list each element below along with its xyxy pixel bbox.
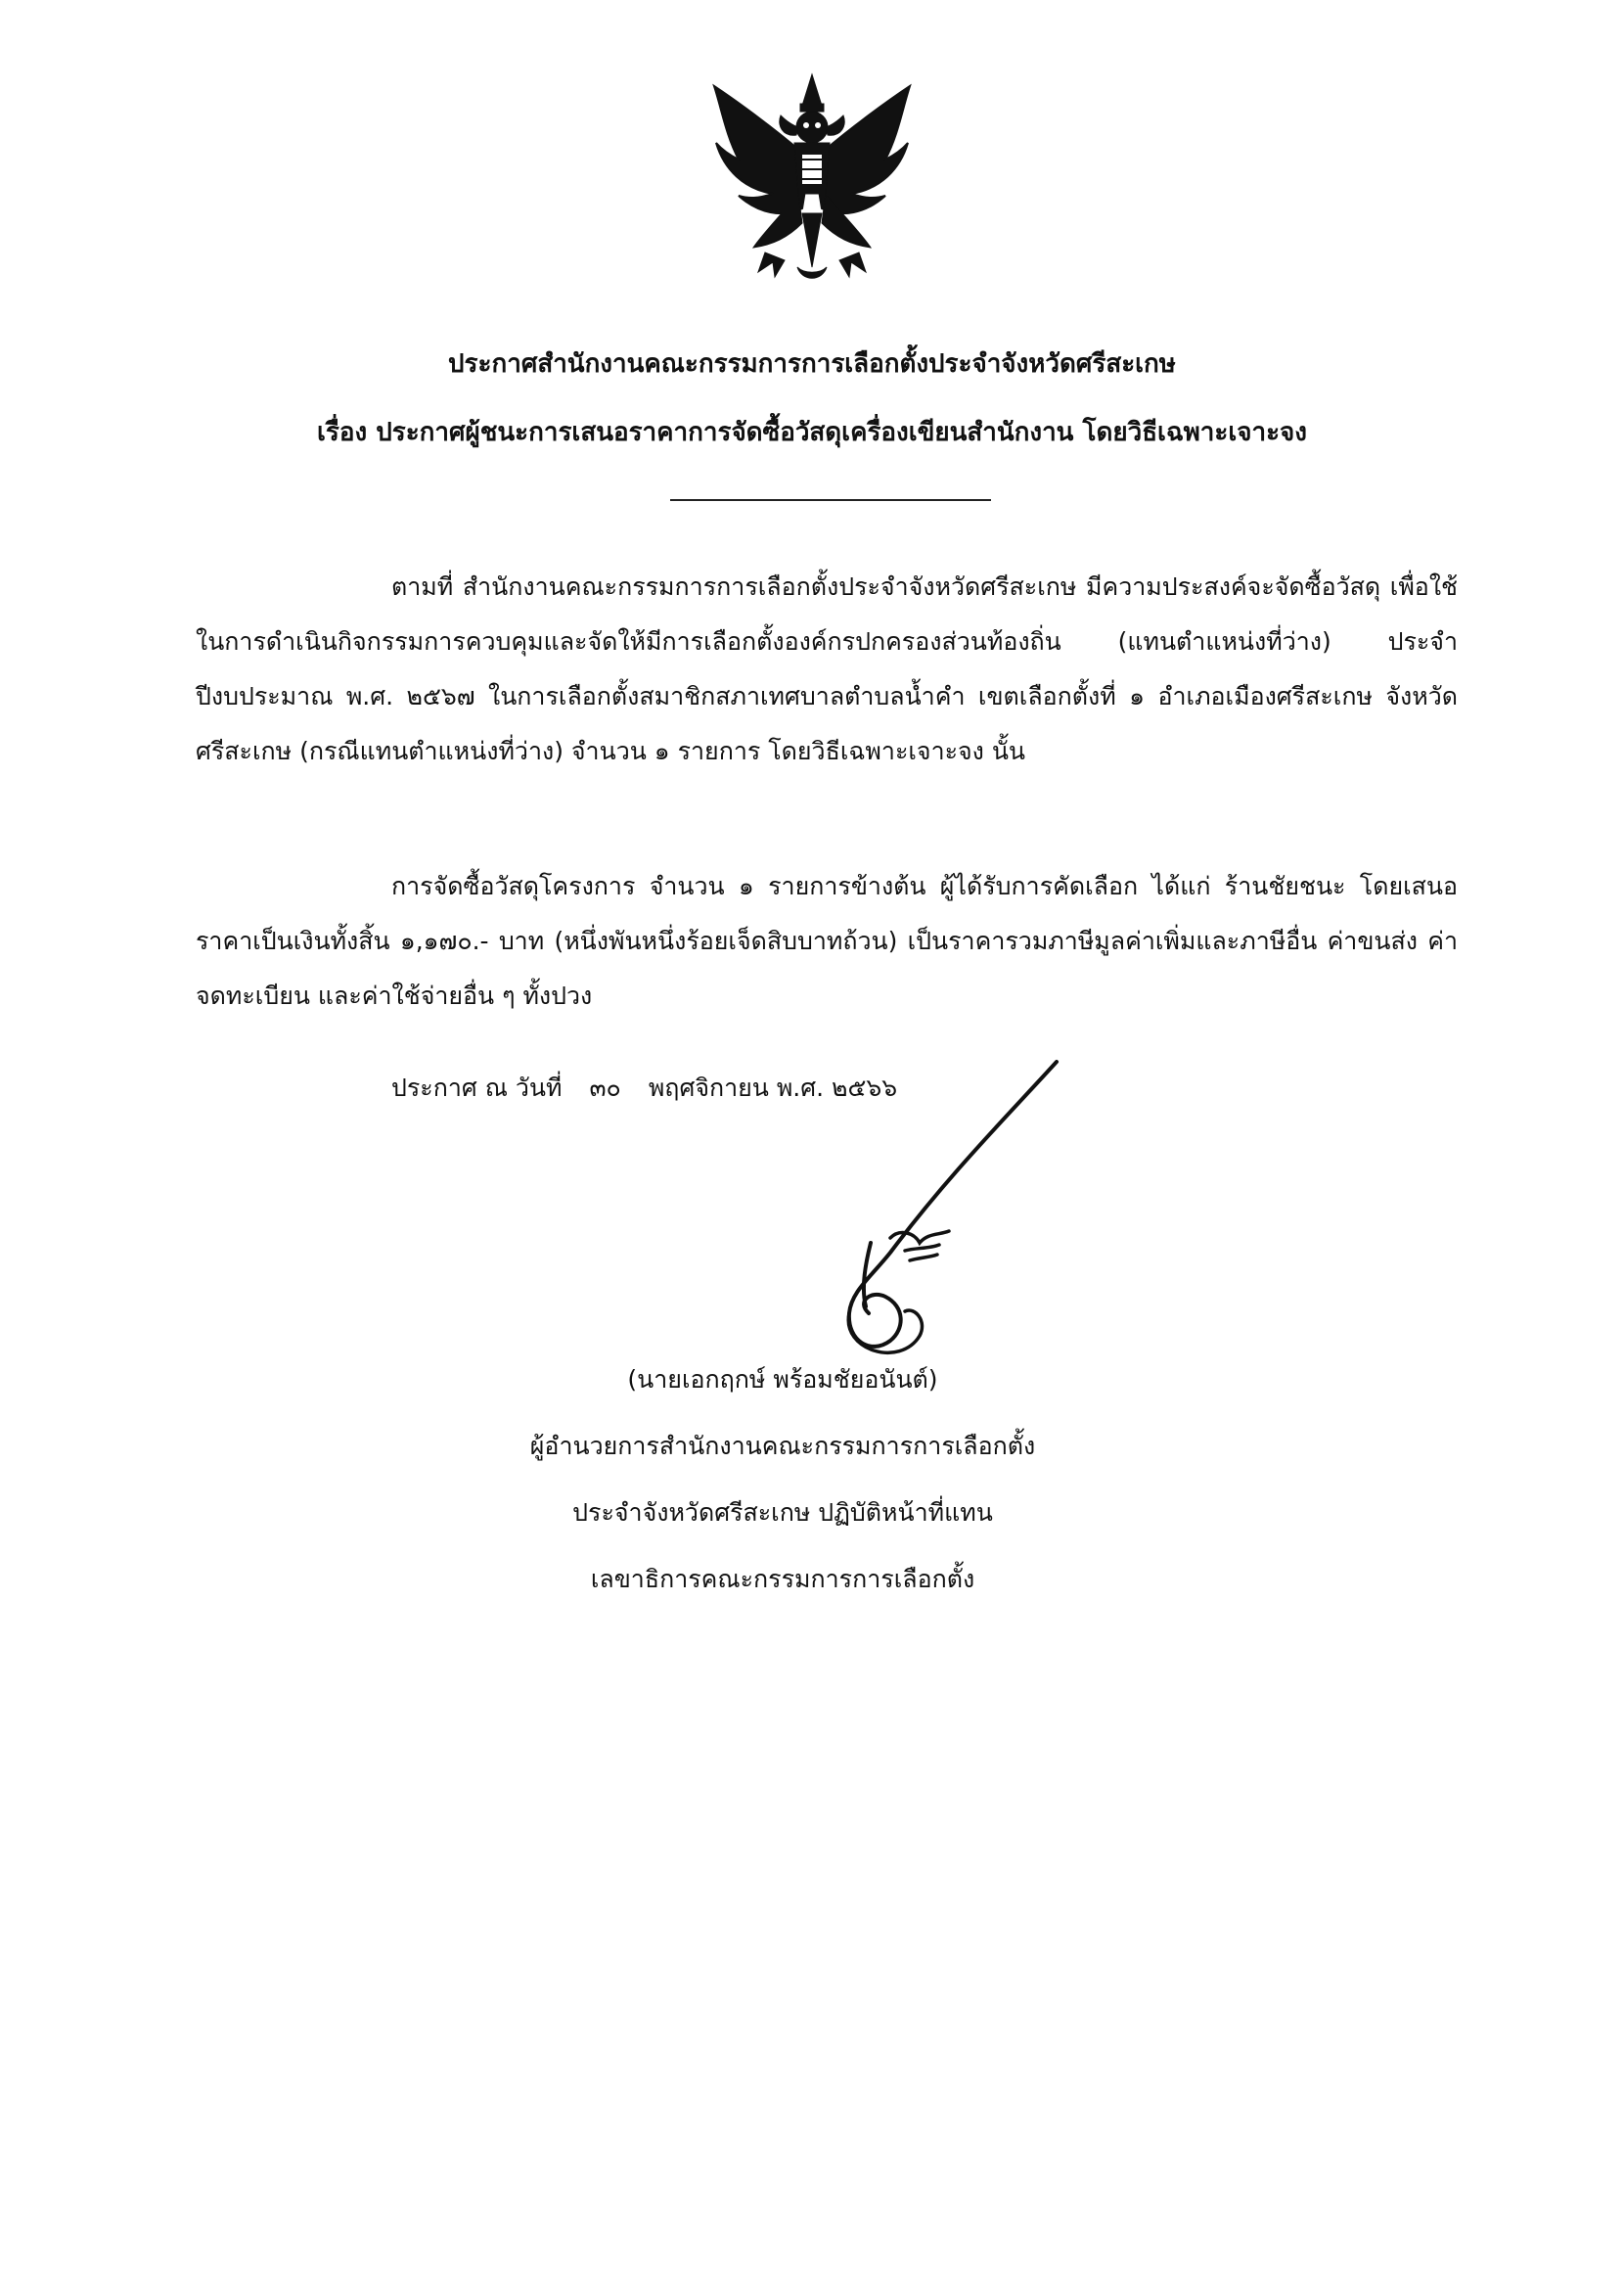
document-subject: เรื่อง ประกาศผู้ชนะการเสนอราคาการจัดซื้อวัสดุเครื่องเขียนสำนักงาน โดยวิธีเฉพาะเจาะจง bbox=[317, 418, 1307, 447]
date-prefix: ประกาศ ณ วันที่ bbox=[391, 1074, 563, 1102]
garuda-emblem-icon bbox=[704, 67, 920, 301]
date-month-year: พฤศจิกายน พ.ศ. ๒๕๖๖ bbox=[648, 1074, 898, 1102]
paragraph-text: ตามที่ สำนักงานคณะกรรมการการเลือกตั้งประจำจังหวัดศรีสะเกษ มีความประสงค์จะจัดซื้อวัสดุ เพื่อใช้ในการดำเนินกิจกรรมการควบคุมและจัดให้มีการเลือกตั้งองค์กรปกครองส่วนท้องถิ่น (แทนตำแหน่งที่ว่าง) ประจำปีงบประมาณ พ.ศ. ๒๕๖๗ ในการเลือกตั้งสมาชิกสภาเทศบาลตำบลน้ำคำ เขตเลือกตั้งที่ ๑ อำเภอเมืองศรีสะเกษ จังหวัดศรีสะเกษ (กรณีแทนตำแหน่งที่ว่าง) จำนวน ๑ รายการ โดยวิธีเฉพาะเจาะจง นั้น bbox=[196, 572, 1458, 765]
body-paragraph-2 bbox=[196, 859, 1458, 1024]
paragraph-text: การจัดซื้อวัสดุโครงการ จำนวน ๑ รายการข้างต้น ผู้ได้รับการคัดเลือก ได้แก่ ร้านชัยชนะ โดยเสนอราคาเป็นเงินทั้งสิ้น ๑,๑๗๐.- บาท (หนึ่งพันหนึ่งร้อยเจ็ดสิบบาทถ้วน) เป็นราคารวมภาษีมูลค่าเพิ่มและภาษีอื่น ค่าขนส่ง ค่าจดทะเบียน และค่าใช้จ่ายอื่น ๆ ทั้งปวง bbox=[196, 872, 1458, 1010]
signer-name: (นายเอกฤกษ์ พร้อมชัยอนันต์) bbox=[627, 1365, 938, 1394]
signer-position-line-1: ผู้อำนวยการสำนักงานคณะกรรมการการเลือกตั้ง bbox=[529, 1432, 1036, 1460]
document-title: ประกาศสำนักงานคณะกรรมการการเลือกตั้งประจำจังหวัดศรีสะเกษ bbox=[448, 349, 1176, 379]
signer-position-line-2: ประจำจังหวัดศรีสะเกษ ปฏิบัติหน้าที่แทน bbox=[572, 1498, 993, 1527]
signer-position-line-3: เลขาธิการคณะกรรมการการเลือกตั้ง bbox=[590, 1565, 975, 1593]
title-divider bbox=[670, 499, 991, 501]
handwritten-signature-icon bbox=[812, 1057, 1086, 1370]
date-day: ๓๐ bbox=[589, 1074, 621, 1102]
body-paragraph-1 bbox=[196, 560, 1458, 779]
